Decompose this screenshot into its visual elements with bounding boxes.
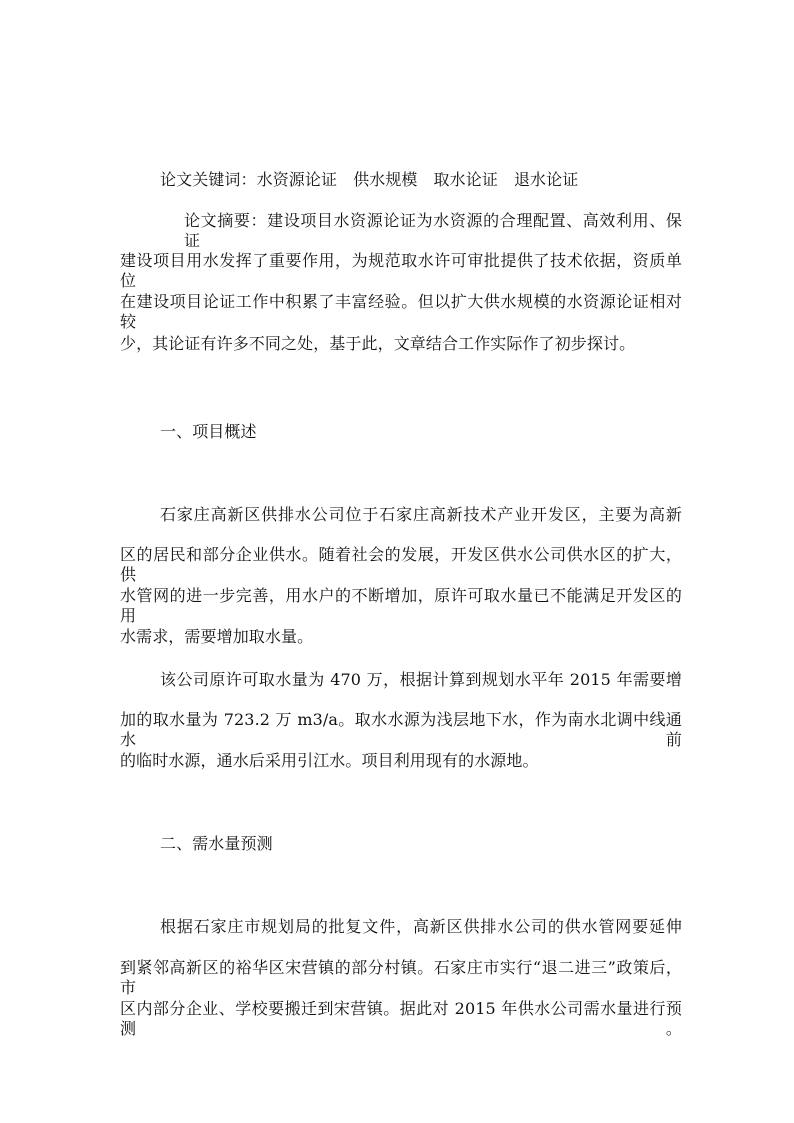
paragraph-line: 区内部分企业、学校要搬迁到宋营镇。据此对 2015 年供水公司需水量进行预测。 <box>120 999 682 1038</box>
paragraph-line: 水需求，需要增加取水量。 <box>120 627 314 646</box>
abstract-line: 在建设项目论证工作中积累了丰富经验。但以扩大供水规模的水资源论证相对较 <box>120 292 682 331</box>
abstract-line: 建设项目用水发挥了重要作用，为规范取水许可审批提供了技术依据，资质单位 <box>120 251 682 290</box>
paragraph-line: 区的居民和部分企业供水。随着社会的发展，开发区供水公司供水区的扩大，供 <box>120 545 682 584</box>
paragraph-line: 水管网的进一步完善，用水户的不断增加，原许可取水量已不能满足开发区的用 <box>120 586 682 625</box>
paragraph-line: 该公司原许可取水量为 470 万，根据计算到规划水平年 2015 年需要增 <box>160 670 682 689</box>
paragraph-line: 到紧邻高新区的裕华区宋营镇的部分村镇。石家庄市实行“退二进三”政策后，市 <box>120 958 682 997</box>
paragraph-line: 根据石家庄市规划局的批复文件，高新区供排水公司的供水管网要延伸 <box>160 917 682 936</box>
keywords-line <box>160 170 682 190</box>
paragraph-line: 的临时水源，通水后采用引江水。项目利用现有的水源地。 <box>120 751 539 770</box>
keyword-item: 取水论证 <box>433 170 498 189</box>
section-heading: 二、需水量预测 <box>160 834 273 853</box>
keywords-label: 论文关键词： <box>160 170 257 189</box>
paragraph-line: 加的取水量为 723.2 万 m3/a。取水水源为浅层地下水，作为南水北调中线通水前 <box>120 710 682 749</box>
abstract-line: 论文摘要：建设项目水资源论证为水资源的合理配置、高效利用、保证 <box>184 211 682 250</box>
paragraph-line: 石家庄高新区供排水公司位于石家庄高新技术产业开发区，主要为高新 <box>160 505 682 524</box>
keyword-item: 供水规模 <box>353 170 418 189</box>
keyword-item: 退水论证 <box>513 170 579 189</box>
abstract-line: 少，其论证有许多不同之处，基于此，文章结合工作实际作了初步探讨。 <box>120 334 636 353</box>
section-heading: 一、项目概述 <box>160 422 257 441</box>
keyword-item: 水资源论证 <box>256 170 338 189</box>
